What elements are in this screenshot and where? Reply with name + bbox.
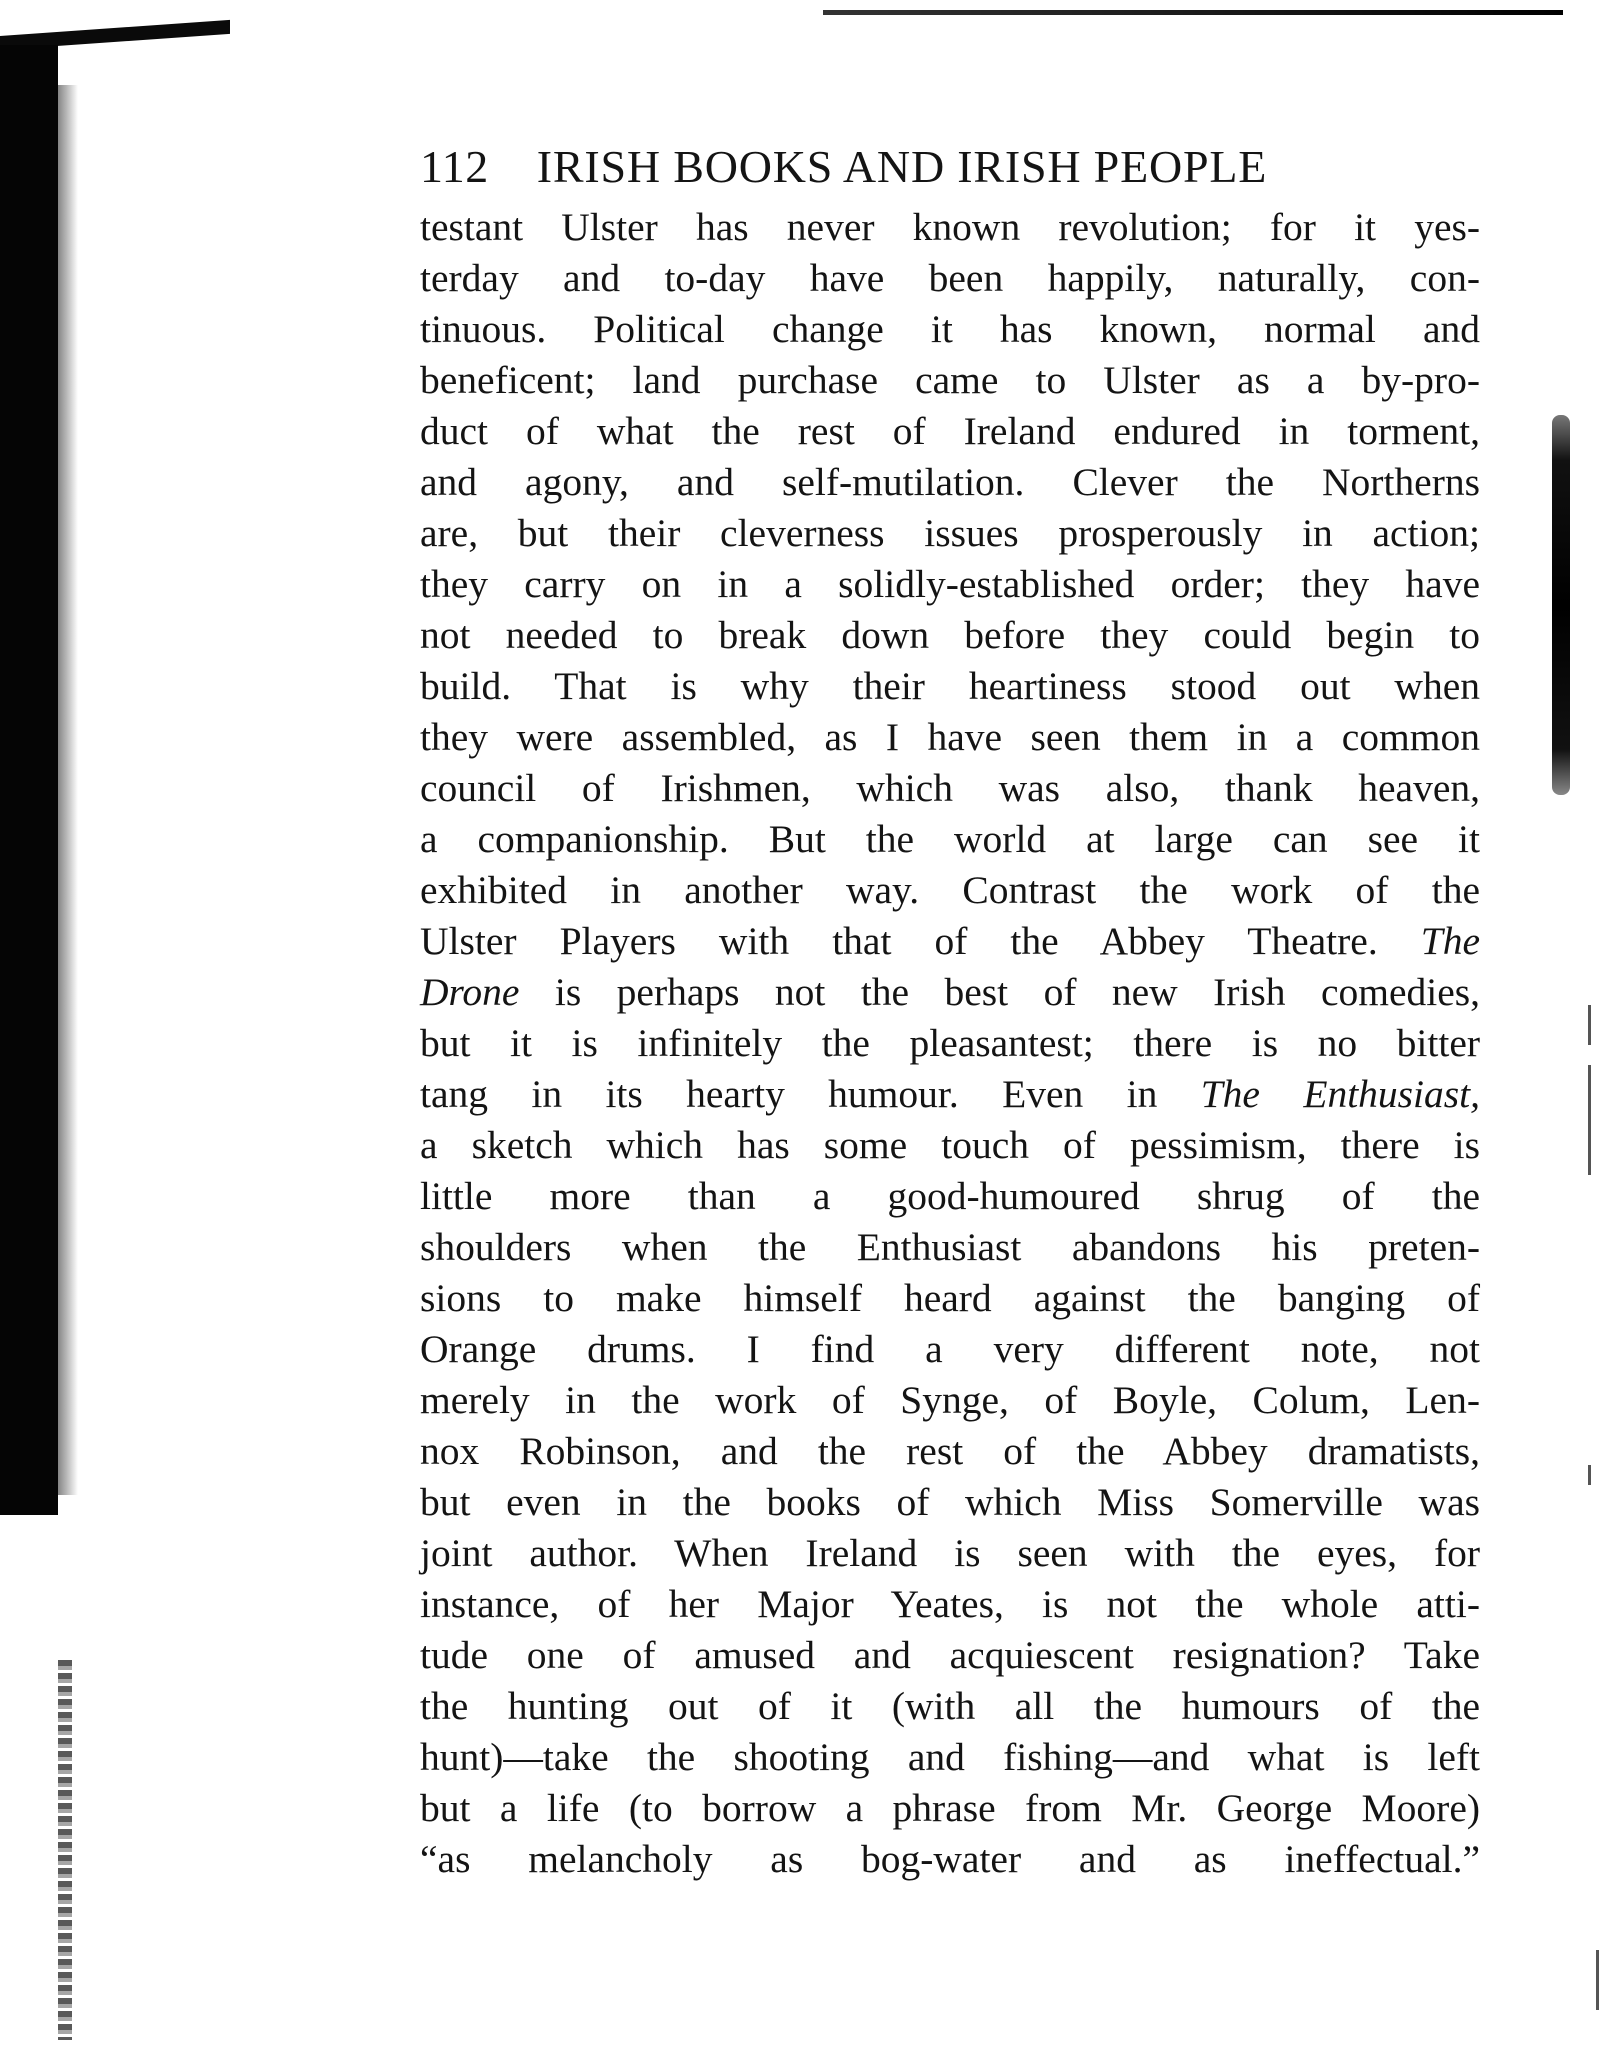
text-line [420,865,1480,916]
text-run: joint author. When Ireland is seen with the eyes, for [420,1531,1480,1575]
text-run: merely in the work of Synge, of Boyle, Colum, Len- [420,1378,1480,1422]
text-run: exhibited in another way. Contrast the work of the [420,868,1480,912]
text-run: little more than a good-humoured shrug of the [420,1174,1480,1218]
scan-gutter-speckle [58,1660,72,2040]
text-line [420,1171,1480,1222]
text-line [420,1069,1480,1120]
text-line [420,1630,1480,1681]
text-line [420,967,1480,1018]
text-run: shoulders when the Enthusiast abandons his preten- [420,1225,1480,1269]
scan-edge-line [1596,1950,1599,2010]
text-line [420,457,1480,508]
text-line [420,202,1480,253]
italic-title: The Enthusiast, [1200,1072,1480,1116]
text-run: duct of what the rest of Ireland endured in torment, [420,409,1480,453]
page-number: 112 [420,141,489,192]
text-line [420,559,1480,610]
text-run: Ulster Players with that of the Abbey Theatre. [420,919,1421,963]
text-line [420,1120,1480,1171]
text-run: and agony, and self-mutilation. Clever the Northerns [420,460,1480,504]
text-line [420,1834,1480,1885]
text-line [420,610,1480,661]
text-line [420,814,1480,865]
text-line [420,1324,1480,1375]
scan-page-edge-mark [1552,415,1570,795]
text-line [420,1783,1480,1834]
text-run: beneficent; land purchase came to Ulster as a by-pro- [420,358,1480,402]
text-run: tinuous. Political change it has known, normal and [420,307,1480,351]
text-line [420,304,1480,355]
text-line [420,661,1480,712]
body-text [420,202,1480,1885]
text-line [420,1018,1480,1069]
text-line [420,406,1480,457]
text-line [420,508,1480,559]
text-run: they carry on in a solidly-established order; they have [420,562,1480,606]
text-run: tude one of amused and acquiescent resignation? Take [420,1633,1480,1677]
text-run: “as melancholy as bog-water and as ineffectual.” [420,1837,1480,1881]
text-run: the hunting out of it (with all the humours of the [420,1684,1480,1728]
text-run: but it is infinitely the pleasantest; there is no bitter [420,1021,1480,1065]
text-run: are, but their cleverness issues prosperously in action; [420,511,1480,555]
text-run: but a life (to borrow a phrase from Mr. George Moore) [420,1786,1480,1830]
text-run: build. That is why their heartiness stood out when [420,664,1480,708]
text-run: testant Ulster has never known revolution; for it yes- [420,205,1480,249]
text-run: but even in the books of which Miss Somerville was [420,1480,1480,1524]
text-line [420,1477,1480,1528]
text-line [420,1681,1480,1732]
text-run: they were assembled, as I have seen them in a common [420,715,1480,759]
text-run: sions to make himself heard against the banging of [420,1276,1480,1320]
text-run: Orange drums. I find a very different note, not [420,1327,1480,1371]
text-line [420,1528,1480,1579]
book-page [420,140,1480,1885]
text-run: council of Irishmen, which was also, thank heaven, [420,766,1480,810]
scan-edge-line [1588,1065,1591,1175]
text-run: a sketch which has some touch of pessimism, there is [420,1123,1480,1167]
text-run: a companionship. But the world at large can see it [420,817,1480,861]
italic-title: Drone [420,970,520,1014]
scan-gutter-shadow [0,45,58,1515]
text-line [420,916,1480,967]
text-line [420,1732,1480,1783]
scan-top-rule [823,10,1563,15]
text-line [420,355,1480,406]
text-run: nox Robinson, and the rest of the Abbey dramatists, [420,1429,1480,1473]
text-run: hunt)—take the shooting and fishing—and what is left [420,1735,1480,1779]
text-line [420,1273,1480,1324]
scan-edge-line [1588,1465,1591,1485]
text-run: terday and to-day have been happily, naturally, con- [420,256,1480,300]
text-run: tang in its hearty humour. Even in [420,1072,1201,1116]
text-line [420,253,1480,304]
text-run: instance, of her Major Yeates, is not the whole atti- [420,1582,1480,1626]
text-run: is perhaps not the best of new Irish comedies, [519,970,1480,1014]
italic-title: The [1420,919,1480,963]
text-line [420,1222,1480,1273]
running-head-title: IRISH BOOKS AND IRISH PEOPLE [536,141,1268,192]
text-run: not needed to break down before they could begin to [420,613,1480,657]
text-line [420,712,1480,763]
text-line [420,763,1480,814]
text-line [420,1579,1480,1630]
text-line [420,1375,1480,1426]
text-line [420,1426,1480,1477]
scan-edge-line [1588,1005,1591,1045]
running-head [420,140,1480,200]
